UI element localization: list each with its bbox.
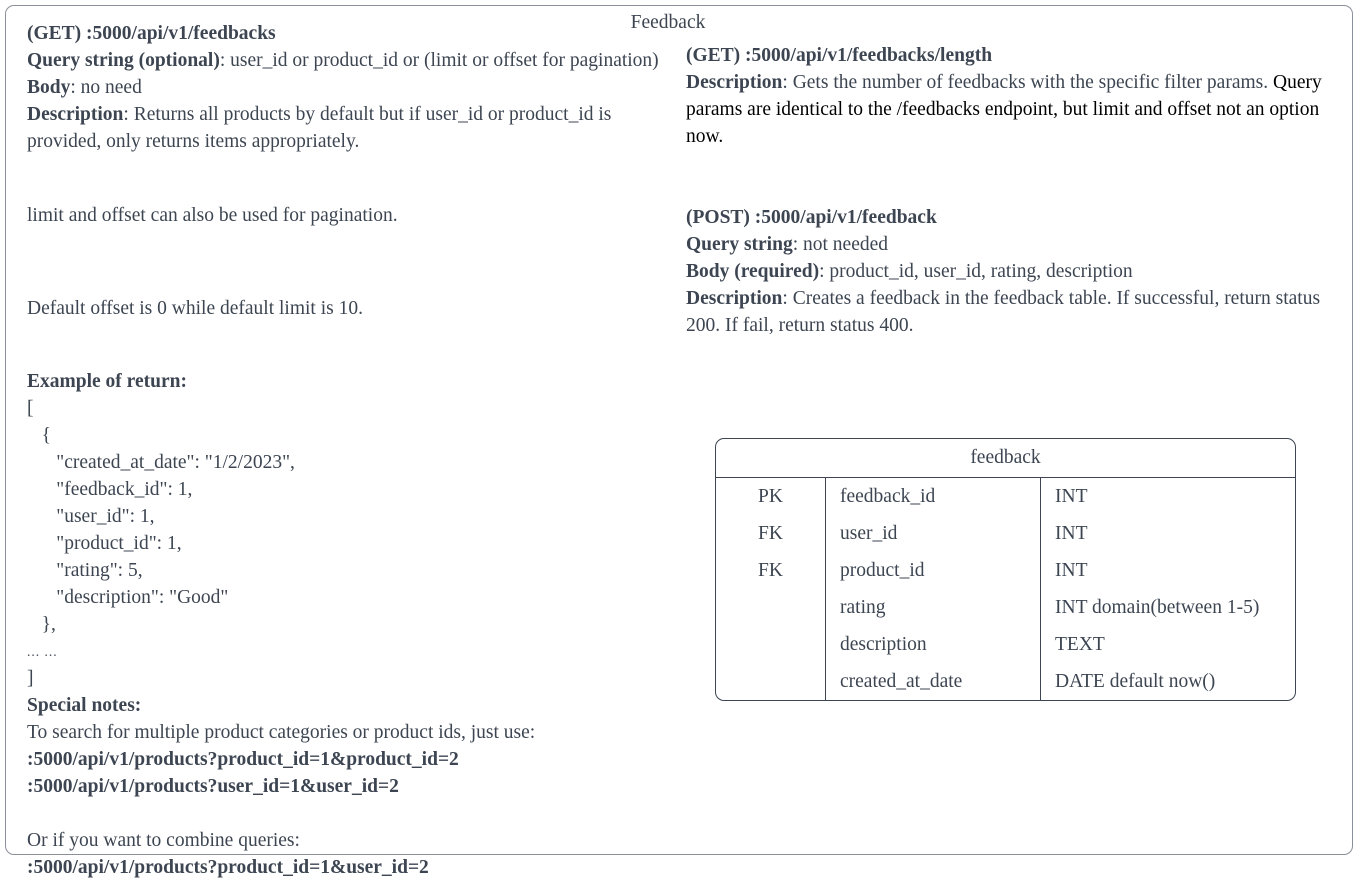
json-line: "created_at_date": "1/2/2023", [27, 452, 295, 473]
table-row [716, 589, 1295, 626]
table-row [716, 478, 1295, 515]
endpoint-feedbacks-body [27, 74, 667, 101]
document-canvas [5, 5, 1353, 878]
endpoint-length-method-text: (GET) :5000/api/v1/feedbacks/length [686, 45, 993, 66]
endpoint-post-feedback-block [686, 204, 1326, 339]
table-row [716, 515, 1295, 552]
endpoint-feedbacks-description [27, 101, 667, 155]
endpoint-feedbacks-query [27, 47, 667, 74]
json-line: [ [27, 398, 34, 419]
post-body-label: Body (required) [686, 261, 820, 282]
row-key [716, 589, 826, 626]
post-query-value: : not needed [792, 234, 889, 255]
special-notes-heading [27, 692, 667, 719]
special-notes-combine-intro: Or if you want to combine queries: [27, 830, 300, 851]
row-key: FK [716, 515, 826, 552]
special-notes-url-2 [27, 773, 667, 800]
endpoint-post-body [686, 258, 1326, 285]
row-key: PK [716, 478, 826, 515]
spacer-2 [27, 248, 667, 275]
json-close-bracket: ] [27, 668, 34, 689]
row-type: INT [1055, 560, 1088, 581]
left-column [27, 20, 667, 881]
body-label: Body [27, 77, 71, 98]
json-ellipsis: ... ... [27, 644, 58, 659]
json-line: }, [27, 614, 56, 635]
page-title: Feedback [630, 12, 706, 33]
endpoint-feedbacks-method-text: (GET) :5000/api/v1/feedbacks [27, 23, 276, 44]
right-column [686, 42, 1326, 339]
spacer-5 [686, 150, 1326, 177]
spacer-6 [686, 177, 1326, 204]
special-notes-url-1 [27, 746, 667, 773]
example-heading [27, 368, 667, 395]
spacer-3 [27, 341, 667, 368]
feedback-table-body [716, 478, 1295, 700]
row-field: feedback_id [826, 478, 1041, 515]
feedback-table-rows [716, 478, 1295, 700]
endpoint-feedbacks-length-block [686, 42, 1326, 150]
special-notes-intro: To search for multiple product categories or product ids, just use: [27, 722, 536, 743]
example-heading-text: Example of return: [27, 371, 187, 392]
json-line: "description": "Good" [27, 587, 229, 608]
row-type: DATE default now() [1055, 671, 1216, 692]
endpoint-post-description [686, 285, 1326, 339]
post-query-label: Query string [686, 234, 793, 255]
row-type: INT [1055, 523, 1088, 544]
length-description-emphasis: Query params are identical to the /feedbacks endpoint, but limit and offset not an option now. [686, 72, 1322, 147]
json-line: "feedback_id": 1, [27, 479, 193, 500]
note-defaults: Default offset is 0 while default limit is 10. [27, 297, 363, 319]
row-key [716, 663, 826, 700]
json-line: { [27, 425, 51, 446]
length-description-value: : Gets the number of feedbacks with the specific filter params. [782, 72, 1269, 93]
special-notes-heading-text: Special notes: [27, 695, 142, 716]
special-notes-block [27, 692, 667, 881]
row-field: rating [826, 589, 1041, 626]
spacer-4 [27, 800, 667, 827]
description-label: Description [27, 104, 124, 125]
post-description-value: : Creates a feedback in the feedback table. If successful, return status 200. If fail, return status 400. [686, 288, 1321, 336]
row-field: description [826, 626, 1041, 663]
endpoint-post-method [686, 204, 1326, 231]
json-line: "user_id": 1, [27, 506, 155, 527]
row-type: INT [1055, 486, 1088, 507]
query-string-value: : user_id or product_id or (limit or offset for pagination) [219, 50, 659, 71]
special-notes-url-2-text: :5000/api/v1/products?user_id=1&user_id=2 [27, 776, 399, 797]
post-body-value: : product_id, user_id, rating, description [819, 261, 1133, 282]
special-notes-url-3 [27, 854, 667, 881]
endpoint-feedbacks-method [27, 20, 667, 47]
endpoint-feedbacks-block [27, 20, 667, 155]
special-notes-url-3-text: :5000/api/v1/products?product_id=1&user_id=2 [27, 857, 429, 878]
row-key [716, 626, 826, 663]
row-field: user_id [826, 515, 1041, 552]
feedback-table-title: feedback [716, 439, 1295, 478]
json-line: "rating": 5, [27, 560, 143, 581]
endpoint-post-method-text: (POST) :5000/api/v1/feedback [686, 207, 937, 228]
table-row [716, 552, 1295, 589]
example-of-return-block [27, 368, 667, 692]
endpoint-length-description [686, 69, 1326, 150]
json-line: "product_id": 1, [27, 533, 182, 554]
table-row [716, 626, 1295, 663]
endpoint-post-query [686, 231, 1326, 258]
note-pagination: limit and offset can also be used for pagination. [27, 204, 398, 226]
table-row [716, 663, 1295, 700]
endpoint-length-method [686, 42, 1326, 69]
row-type: INT domain(between 1-5) [1055, 597, 1260, 618]
spacer-1 [27, 155, 667, 182]
special-notes-url-1-text: :5000/api/v1/products?product_id=1&product_id=2 [27, 749, 459, 770]
row-key: FK [716, 552, 826, 589]
feedback-entity-table [715, 438, 1296, 701]
post-description-label: Description [686, 288, 783, 309]
query-string-label: Query string (optional) [27, 50, 220, 71]
length-description-label: Description [686, 72, 783, 93]
description-value: : Returns all products by default but if user_id or product_id is provided, only returns items appropriately. [27, 104, 612, 152]
body-value: : no need [70, 77, 142, 98]
row-type: TEXT [1055, 634, 1105, 655]
row-field: created_at_date [826, 663, 1041, 700]
row-field: product_id [826, 552, 1041, 589]
